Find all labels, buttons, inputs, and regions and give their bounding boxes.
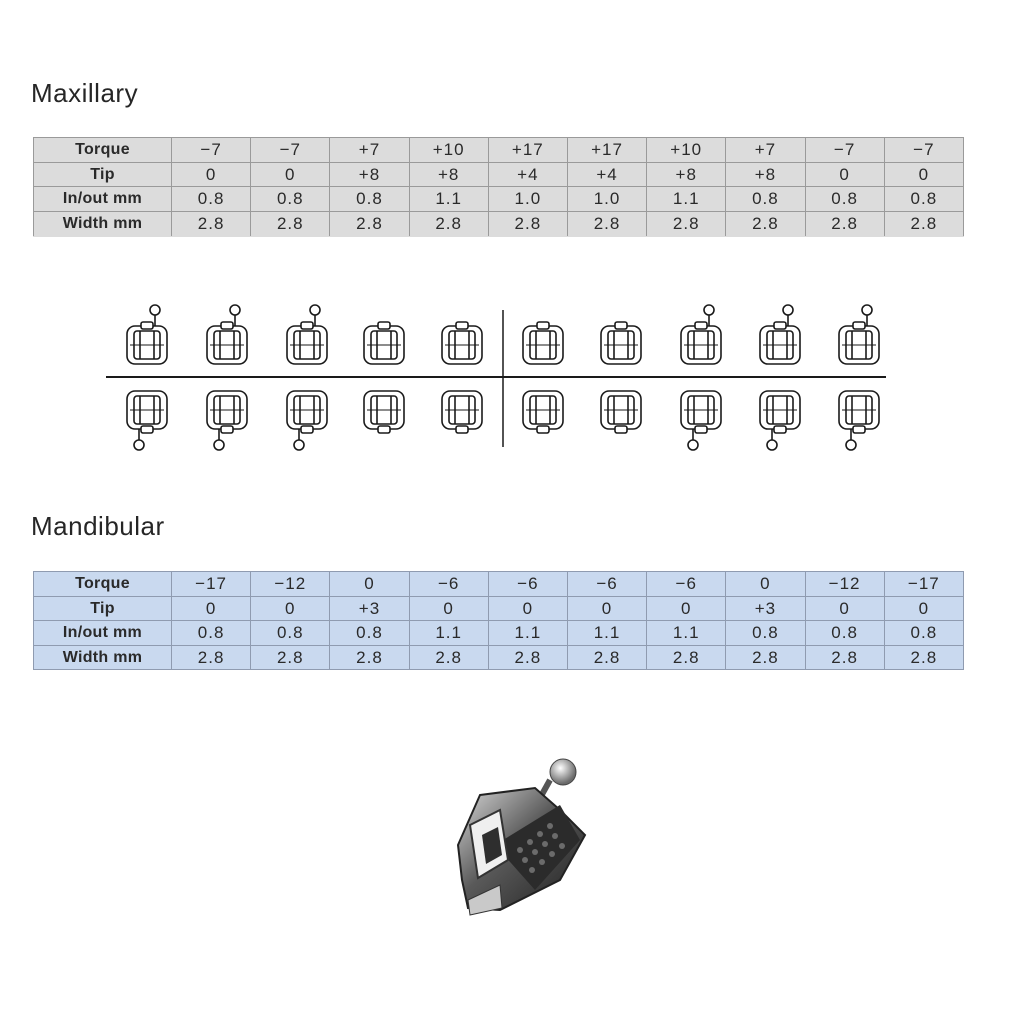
table-cell: 2.8 — [172, 645, 251, 670]
upper-bracket-icon — [207, 305, 247, 364]
table-cell: +17 — [488, 138, 567, 163]
table-cell: 0 — [884, 162, 963, 187]
table-cell: 2.8 — [884, 211, 963, 236]
table-cell: 2.8 — [567, 211, 646, 236]
row-label: Torque — [34, 572, 172, 597]
upper-bracket-icon — [760, 305, 800, 364]
table-cell: 0.8 — [884, 187, 963, 212]
table-cell: 0 — [647, 596, 726, 621]
lower-bracket-icon — [681, 391, 721, 450]
table-cell: +3 — [726, 596, 805, 621]
row-label: Width mm — [34, 211, 172, 236]
table-cell: 2.8 — [805, 645, 884, 670]
table-cell: 2.8 — [488, 211, 567, 236]
table-cell: 0 — [251, 596, 330, 621]
table-row — [34, 621, 964, 646]
row-label: In/out mm — [34, 187, 172, 212]
upper-bracket-icon — [287, 305, 327, 364]
table-cell: −17 — [884, 572, 963, 597]
table-cell: 0 — [172, 596, 251, 621]
table-cell: +10 — [409, 138, 488, 163]
table-cell: 0.8 — [172, 621, 251, 646]
table-cell: 2.8 — [488, 645, 567, 670]
table-cell: 2.8 — [726, 645, 805, 670]
table-cell: +8 — [330, 162, 409, 187]
table-cell: 0.8 — [726, 187, 805, 212]
upper-bracket-icon — [601, 322, 641, 364]
table-cell: 1.1 — [647, 187, 726, 212]
upper-bracket-icon — [127, 305, 167, 364]
table-cell: +8 — [409, 162, 488, 187]
table-cell: 2.8 — [884, 645, 963, 670]
table-cell: 2.8 — [567, 645, 646, 670]
table-cell: 0.8 — [330, 187, 409, 212]
lower-bracket-icon — [364, 391, 404, 433]
table-cell: 1.0 — [567, 187, 646, 212]
table-cell: 0 — [330, 572, 409, 597]
row-label: In/out mm — [34, 621, 172, 646]
table-cell: 1.1 — [488, 621, 567, 646]
table-cell: 0.8 — [330, 621, 409, 646]
table-cell: 0.8 — [251, 187, 330, 212]
table-cell: +7 — [330, 138, 409, 163]
table-row — [34, 572, 964, 597]
table-cell: −7 — [805, 138, 884, 163]
table-cell: −6 — [647, 572, 726, 597]
table-cell: 0 — [805, 162, 884, 187]
lower-bracket-icon — [839, 391, 879, 450]
table-cell: 1.1 — [647, 621, 726, 646]
table-cell: −12 — [805, 572, 884, 597]
table-cell: 0 — [884, 596, 963, 621]
table-row — [34, 596, 964, 621]
table-cell: 2.8 — [330, 211, 409, 236]
table-cell: 0 — [488, 596, 567, 621]
mandibular-title: Mandibular — [31, 511, 165, 541]
table-cell: 1.1 — [409, 187, 488, 212]
upper-bracket-icon — [364, 322, 404, 364]
table-cell: 2.8 — [172, 211, 251, 236]
table-cell: 0.8 — [884, 621, 963, 646]
mandibular-spec-table — [33, 571, 964, 670]
table-cell: 1.1 — [409, 621, 488, 646]
table-row — [34, 187, 964, 212]
table-cell: 1.0 — [488, 187, 567, 212]
table-cell: 2.8 — [409, 645, 488, 670]
upper-bracket-icon — [839, 305, 879, 364]
maxillary-title: Maxillary — [31, 78, 139, 108]
table-cell: 2.8 — [805, 211, 884, 236]
row-label: Tip — [34, 162, 172, 187]
table-cell: 0 — [726, 572, 805, 597]
table-cell: −6 — [488, 572, 567, 597]
row-label: Tip — [34, 596, 172, 621]
upper-bracket-icon — [681, 305, 721, 364]
lower-bracket-icon — [207, 391, 247, 450]
table-cell: +8 — [647, 162, 726, 187]
lower-bracket-icon — [523, 391, 563, 433]
table-cell: −6 — [567, 572, 646, 597]
table-cell: 2.8 — [251, 211, 330, 236]
table-cell: −7 — [172, 138, 251, 163]
table-cell: 0.8 — [251, 621, 330, 646]
lower-bracket-icon — [287, 391, 327, 450]
table-cell: +10 — [647, 138, 726, 163]
upper-bracket-icon — [442, 322, 482, 364]
table-cell: 2.8 — [409, 211, 488, 236]
table-cell: −7 — [251, 138, 330, 163]
table-cell: 0.8 — [726, 621, 805, 646]
table-cell: 0 — [172, 162, 251, 187]
table-cell: 2.8 — [647, 645, 726, 670]
table-cell: 2.8 — [251, 645, 330, 670]
table-cell: 0.8 — [805, 187, 884, 212]
table-cell: 2.8 — [726, 211, 805, 236]
table-row — [34, 645, 964, 670]
lower-bracket-icon — [127, 391, 167, 450]
table-cell: 0.8 — [172, 187, 251, 212]
bracket-arch-diagram — [100, 295, 890, 455]
table-cell: 0 — [251, 162, 330, 187]
table-cell: +4 — [567, 162, 646, 187]
upper-bracket-icon — [523, 322, 563, 364]
table-cell: −6 — [409, 572, 488, 597]
table-cell: +4 — [488, 162, 567, 187]
table-cell: −7 — [884, 138, 963, 163]
table-cell: 0 — [567, 596, 646, 621]
table-row — [34, 138, 964, 163]
table-cell: 0 — [805, 596, 884, 621]
row-label: Torque — [34, 138, 172, 163]
table-cell: 2.8 — [330, 645, 409, 670]
table-cell: 1.1 — [567, 621, 646, 646]
table-cell: +17 — [567, 138, 646, 163]
table-cell: +7 — [726, 138, 805, 163]
lower-bracket-icon — [760, 391, 800, 450]
table-row — [34, 211, 964, 236]
table-cell: −12 — [251, 572, 330, 597]
lower-bracket-icon — [601, 391, 641, 433]
row-label: Width mm — [34, 645, 172, 670]
table-row — [34, 162, 964, 187]
table-cell: +8 — [726, 162, 805, 187]
lower-bracket-icon — [442, 391, 482, 433]
table-cell: +3 — [330, 596, 409, 621]
table-cell: 0.8 — [805, 621, 884, 646]
table-cell: −17 — [172, 572, 251, 597]
table-cell: 2.8 — [647, 211, 726, 236]
bracket-photo-icon — [440, 750, 600, 920]
maxillary-spec-table — [33, 137, 964, 237]
table-cell: 0 — [409, 596, 488, 621]
